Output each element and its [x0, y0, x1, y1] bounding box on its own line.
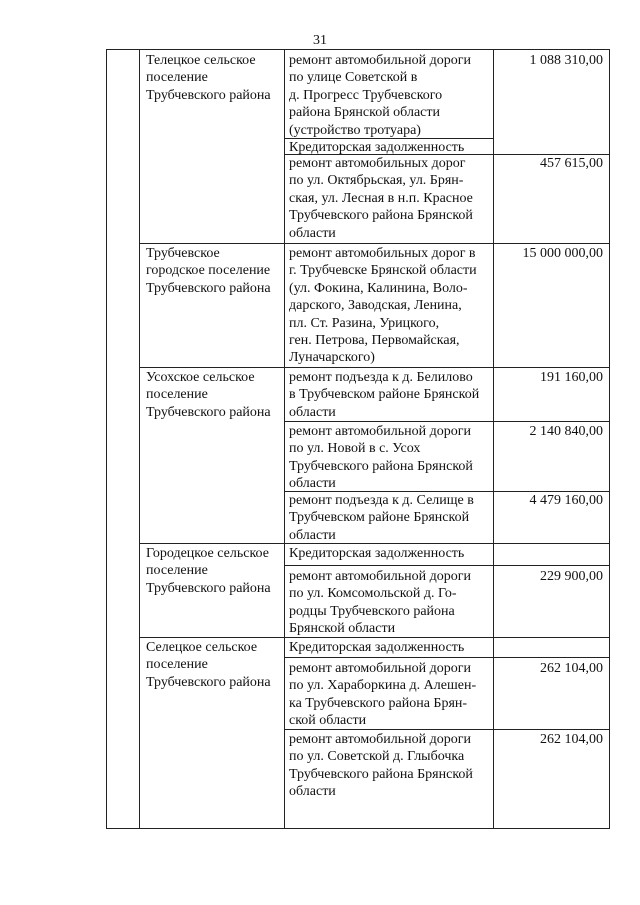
- work-cell: ремонт подъезда к д. Селище в Трубчевском районе Брянской области: [289, 493, 474, 543]
- amount-cell: 457 615,00: [540, 156, 603, 171]
- work-cell: ремонт автомобильной дороги по ул. Комсомольской д. Го- родцы Трубчевского района Брянской области: [289, 569, 472, 637]
- page-number: 31: [313, 33, 327, 48]
- work-cell: ремонт автомобильной дороги по улице Советской в д. Прогресс Трубчевского района Брянской области (устройство тротуара): [289, 53, 472, 138]
- row-divider: [284, 421, 609, 422]
- column-divider: [139, 50, 140, 828]
- row-divider: [284, 565, 609, 566]
- work-cell: ремонт подъезда к д. Белилово в Трубчевском районе Брянской области: [289, 370, 480, 420]
- amount-cell: 4 479 160,00: [529, 493, 603, 508]
- amount-cell: 15 000 000,00: [522, 246, 603, 261]
- row-divider: [139, 243, 609, 244]
- row-divider: [284, 657, 609, 658]
- work-cell: ремонт автомобильной дороги по ул. Новой в с. Усох Трубчевского района Брянской области: [289, 424, 473, 492]
- row-divider: [139, 367, 609, 368]
- amount-cell: 262 104,00: [540, 661, 603, 676]
- settlement-cell: Телецкое сельское поселение Трубчевского района: [146, 53, 271, 103]
- funding-table: [106, 49, 610, 829]
- amount-cell: 191 160,00: [540, 370, 603, 385]
- amount-cell: 229 900,00: [540, 569, 603, 584]
- work-cell: Кредиторская задолженность: [289, 640, 465, 655]
- column-divider: [284, 50, 285, 828]
- work-cell: ремонт автомобильной дороги по ул. Советской д. Глыбочка Трубчевского района Брянской области: [289, 732, 473, 800]
- row-divider: [139, 543, 609, 544]
- row-divider: [284, 729, 609, 730]
- amount-cell: 262 104,00: [540, 732, 603, 747]
- row-divider: [139, 637, 609, 638]
- amount-cell: 2 140 840,00: [529, 424, 603, 439]
- work-cell: Кредиторская задолженность: [289, 140, 465, 155]
- settlement-cell: Селецкое сельское поселение Трубчевского района: [146, 640, 271, 690]
- work-cell: ремонт автомобильных дорог по ул. Октябрьская, ул. Брян- ская, ул. Лесная в н.п. Красное Трубчевского района Брянской области: [289, 156, 473, 241]
- work-cell: ремонт автомобильной дороги по ул. Хараборкина д. Алешен- ка Трубчевского района Брян- ской области: [289, 661, 477, 729]
- settlement-cell: Трубчевское городское поселение Трубчевского района: [146, 246, 271, 296]
- settlement-cell: Городецкое сельское поселение Трубчевского района: [146, 546, 271, 596]
- work-cell: Кредиторская задолженность: [289, 546, 465, 561]
- amount-cell: 1 088 310,00: [529, 53, 603, 68]
- work-cell: ремонт автомобильных дорог в г. Трубчевске Брянской области (ул. Фокина, Калинина, Воло- дарского, Заводская, Ленина, пл. Ст. Разина, Урицкого, ген. Петрова, Первомайская, Луначарского): [289, 246, 477, 366]
- settlement-cell: Усохское сельское поселение Трубчевского района: [146, 370, 271, 420]
